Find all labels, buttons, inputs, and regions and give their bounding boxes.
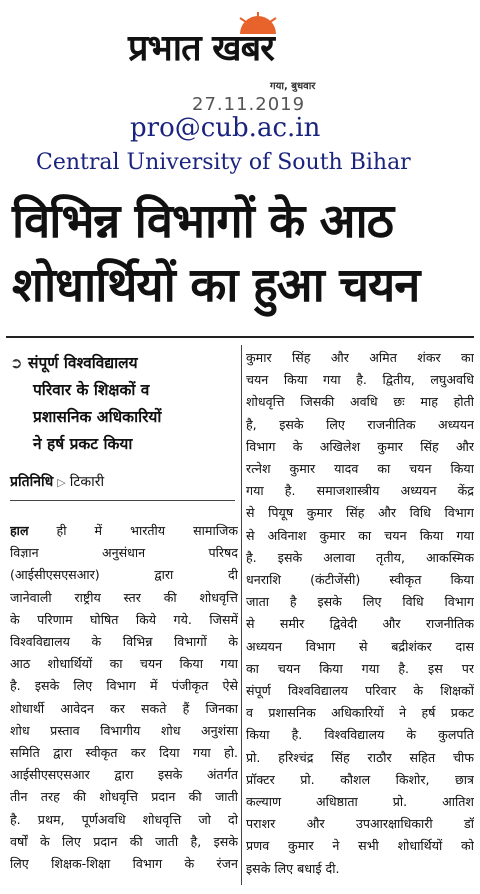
body-line: रत्नेश कुमार यादव का चयन किया — [246, 461, 474, 477]
headline-line-1: विभिन्न विभागों के आठ — [12, 194, 393, 249]
body-line: किया है. विश्वविद्यालय के कुलपति — [246, 727, 474, 743]
body-line: विभाग के अखिलेश कुमार सिंह और — [246, 438, 474, 454]
summary-line: ने हर्ष प्रकट किया — [33, 435, 133, 453]
body-line: से समीर द्विवेदी और राजनीतिक — [246, 616, 474, 632]
newspaper-masthead — [128, 8, 358, 70]
body-line: कुमार सिंह और अमित शंकर का — [246, 350, 474, 365]
body-line: अध्ययन विभाग से बद्रीशंकर दास — [246, 638, 474, 654]
body-line: कल्याण अधिष्ठाता प्रो. आतिश — [246, 794, 474, 810]
article-body-right — [246, 347, 474, 880]
bullet-arrow-icon: ➲ — [10, 354, 23, 372]
body-line: संपूर्ण विश्वविद्यालय परिवार के शिक्षकों — [246, 683, 474, 699]
body-line: है. इसके अलावा तृतीय, आकस्मिक — [246, 549, 474, 565]
body-line: शोधवृत्ति जिसकी अवधि छः माह होती — [246, 394, 474, 410]
body-line: से अविनाश कुमार का चयन किया गया — [246, 527, 474, 543]
body-line: विज्ञान अनुसंधान परिषद — [10, 545, 238, 561]
body-line: आठ शोधार्थियों का चयन किया गया — [10, 656, 238, 672]
body-line: प्रो. हरिश्चंद्र सिंह राठौर सहित चीफ — [246, 749, 474, 765]
article-body-left — [10, 520, 238, 875]
body-line: ही में भारतीय सामाजिक — [28, 523, 238, 538]
summary-line: परिवार के शिक्षकों व — [33, 381, 150, 399]
column-divider — [241, 345, 242, 885]
publication-date: 27.11.2019 — [192, 94, 306, 115]
headline-divider — [6, 336, 474, 338]
body-line: के परिणाम घोषित किये गये. जिसमें — [10, 611, 238, 627]
lead-word: हाल — [10, 523, 29, 538]
body-line: समिति द्वारा स्वीकृत कर दिया गया हो. — [10, 745, 238, 761]
summary-line: संपूर्ण विश्वविद्यालय — [28, 354, 138, 372]
edition-info: गया, बुधवार — [270, 81, 316, 92]
contact-email: pro@cub.ac.in — [130, 113, 321, 143]
newspaper-logo-text: प्रभात खबर — [128, 28, 274, 69]
body-line: आईसीएसएसआर द्वारा इसके अंतर्गत — [10, 767, 238, 783]
body-line: (आईसीएसएसआर) द्वारा दी — [10, 567, 238, 583]
body-line: जाता है इसके लिए विधि विभाग — [246, 594, 474, 610]
body-line: है. इसके लिए विभाग में पंजीकृत ऐसे — [10, 678, 238, 694]
body-line: है, इसके लिए राजनीतिक अध्ययन — [246, 416, 474, 432]
body-line: का चयन किया गया है. इस पर — [246, 660, 474, 676]
body-line: से पियूष कुमार सिंह और विधि विभाग — [246, 505, 474, 521]
byline-divider — [10, 500, 235, 501]
body-line: इसके लिए बधाई दी. — [246, 860, 340, 876]
body-line: प्रॉक्टर प्रो. कौशल किशोर, छात्र — [246, 771, 474, 787]
article-headline — [12, 190, 472, 318]
article-summary — [10, 350, 235, 458]
university-name: Central University of South Bihar — [36, 150, 411, 175]
byline-place: टिकारी — [69, 474, 105, 490]
byline-label: प्रतिनिधि — [10, 474, 54, 490]
body-line: तीन तरह की शोधवृत्ति प्रदान की जाती — [10, 789, 238, 805]
body-line: जानेवाली राष्ट्रीय स्तर की शोधवृत्ति — [10, 589, 238, 605]
body-line: पराशर और उपआरक्षाधिकारी डॉ — [246, 816, 474, 832]
body-line: प्रणव कुमार ने सभी शोधार्थियों को — [246, 838, 474, 854]
body-line: शोधार्थी आवेदन कर सकते हैं जिनका — [10, 700, 238, 716]
triangle-separator-icon: ▷ — [57, 476, 66, 489]
body-line: है. प्रथम, पूर्णअवधि शोधवृत्ति जो दो — [10, 811, 238, 827]
body-line: व प्रशासनिक अधिकारियों ने हर्ष प्रकट — [246, 705, 474, 721]
body-line: धनराशि (कंटीजेंसी) स्वीकृत किया — [246, 572, 474, 588]
body-line: वर्षों के लिए प्रदान की जाती है, इसके — [10, 833, 238, 849]
body-line: शोध प्रस्ताव विभागीय शोध अनुशंसा — [10, 722, 238, 738]
body-line: चयन किया गया है. द्वितीय, लघुअवधि — [246, 372, 474, 388]
headline-line-2: शोधार्थियों का हुआ चयन — [12, 258, 420, 313]
body-line: गया है. समाजशास्त्रीय अध्ययन केंद्र — [246, 483, 474, 499]
body-line: विश्वविद्यालय के विभिन्न विभागों के — [10, 634, 238, 650]
summary-line: प्रशासनिक अधिकारियों — [33, 408, 162, 426]
body-line: लिए शिक्षक-शिक्षा विभाग के रंजन — [10, 856, 238, 872]
byline — [10, 472, 235, 491]
